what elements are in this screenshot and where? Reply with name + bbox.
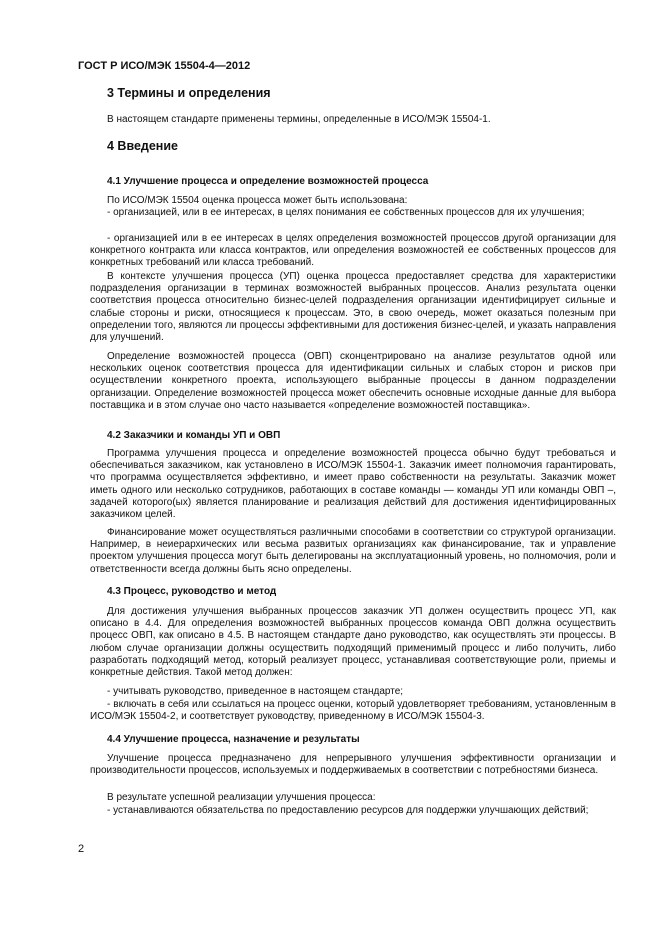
section-4-1-paragraph-3: Определение возможностей процесса (ОВП) сконцентрировано на анализе результатов одной или нескольких оценок соответствия процесса для идентификации сильных и слабых сторон и рисков при осуществлении конкретного проекта, использующего выбранные процессы в данном подразделении организации. Определение возможностей процесса может обеспечить основные исходные данные для выбора поставщика и в этом случае оно часто называется «определение возможностей поставщика». bbox=[90, 351, 616, 411]
section-4-1-intro: По ИСО/МЭК 15504 оценка процесса может быть использована: bbox=[107, 195, 408, 206]
section-4-1-title: 4.1 Улучшение процесса и определение возможностей процесса bbox=[107, 176, 429, 187]
section-4-3-paragraph-1: Для достижения улучшения выбранных процессов заказчик УП должен осуществить процесс УП, как описано в 4.4. Для определения возможностей выбранных процессов команда ОВП должна осуществить процесс ОВП, как описано в 4.5. В настоящем стандарте дано руководство, как осуществлять эти процессы. В любом случае организации должны осуществить подходящий применимый процесс и либо получить, либо разработать подходящий метод, который реализует процесс, устанавливая соответствующие роли, приемы и конкретные действия. Такой метод должен: bbox=[90, 606, 616, 679]
section-3-title: 3 Термины и определения bbox=[107, 86, 271, 100]
section-4-2-title: 4.2 Заказчики и команды УП и ОВП bbox=[107, 430, 281, 441]
section-4-title: 4 Введение bbox=[107, 139, 178, 153]
section-4-4-paragraph-1: Улучшение процесса предназначено для непрерывного улучшения эффективности организации и производительности процессов, используемых и поддерживаемых в соответствии с потребностями бизнеса. bbox=[90, 753, 616, 777]
section-3-text: В настоящем стандарте применены термины, определенные в ИСО/МЭК 15504-1. bbox=[107, 114, 491, 125]
section-4-4-title: 4.4 Улучшение процесса, назначение и результаты bbox=[107, 734, 360, 745]
section-4-3-title: 4.3 Процесс, руководство и метод bbox=[107, 586, 277, 597]
section-4-4-bullet-1: - устанавливаются обязательства по предоставлению ресурсов для поддержки улучшающих действий; bbox=[107, 805, 589, 816]
section-4-2-paragraph-2: Финансирование может осуществляться различными способами в соответствии со структурой организации. Например, в неиерархических или весьма развитых организациях как финансирование, так и управление проектом улучшения процесса могут быть делегированы на эксплуатационный уровень, но полномочия, роли и ответственности всегда должны быть ясно определены. bbox=[90, 527, 616, 575]
section-4-3-bullet-1: - учитывать руководство, приведенное в настоящем стандарте; bbox=[107, 686, 404, 697]
section-4-1-bullet-2: - организацией или в ее интересах в целях определения возможностей процессов другой организации для конкретного контракта или класса контрактов, или определения возможностей ее собственных процессов для конкретных требований или класса требований. bbox=[90, 233, 616, 269]
standard-header: ГОСТ Р ИСО/МЭК 15504-4—2012 bbox=[78, 60, 251, 72]
section-4-2-paragraph-1: Программа улучшения процесса и определение возможностей процесса обычно будут требоваться и обеспечиваться заказчиком, как установлено в ИСО/МЭК 15504-1. Заказчик имеет полномочия гарантировать, что программа осуществляется эффективно, и имеет право собственности на результаты. Заказчик может иметь одного или несколько сотрудников, работающих в составе команды — команды УП или команды ОВП –, задачей которого(ых) является планирование и реализация действий для достижения идентифицированных заказчиком целей. bbox=[90, 448, 616, 521]
section-4-1-paragraph-2: В контексте улучшения процесса (УП) оценка процесса предоставляет средства для характеристики подразделения организации в терминах возможностей выбранных процессов. Анализ результата оценки соответствия процесса относительно бизнес-целей подразделения организации идентифицирует сильные и слабые стороны и риски, относящиеся к процессам. Это, в свою очередь, может оказаться полезным при определении того, являются ли процессы эффективными для достижения бизнес-целей, и указать направления для улучшений. bbox=[90, 271, 616, 344]
page-number: 2 bbox=[78, 843, 85, 855]
section-4-3-bullet-2: - включать в себя или ссылаться на процесс оценки, который удовлетворяет требованиям, установленным в ИСО/МЭК 15504-2, и соответствует руководству, приведенному в ИСО/МЭК 15504-3. bbox=[90, 699, 616, 723]
section-4-4-paragraph-2: В результате успешной реализации улучшения процесса: bbox=[107, 792, 376, 803]
section-4-1-bullet-1: - организацией, или в ее интересах, в целях понимания ее собственных процессов для их улучшения; bbox=[107, 207, 585, 218]
